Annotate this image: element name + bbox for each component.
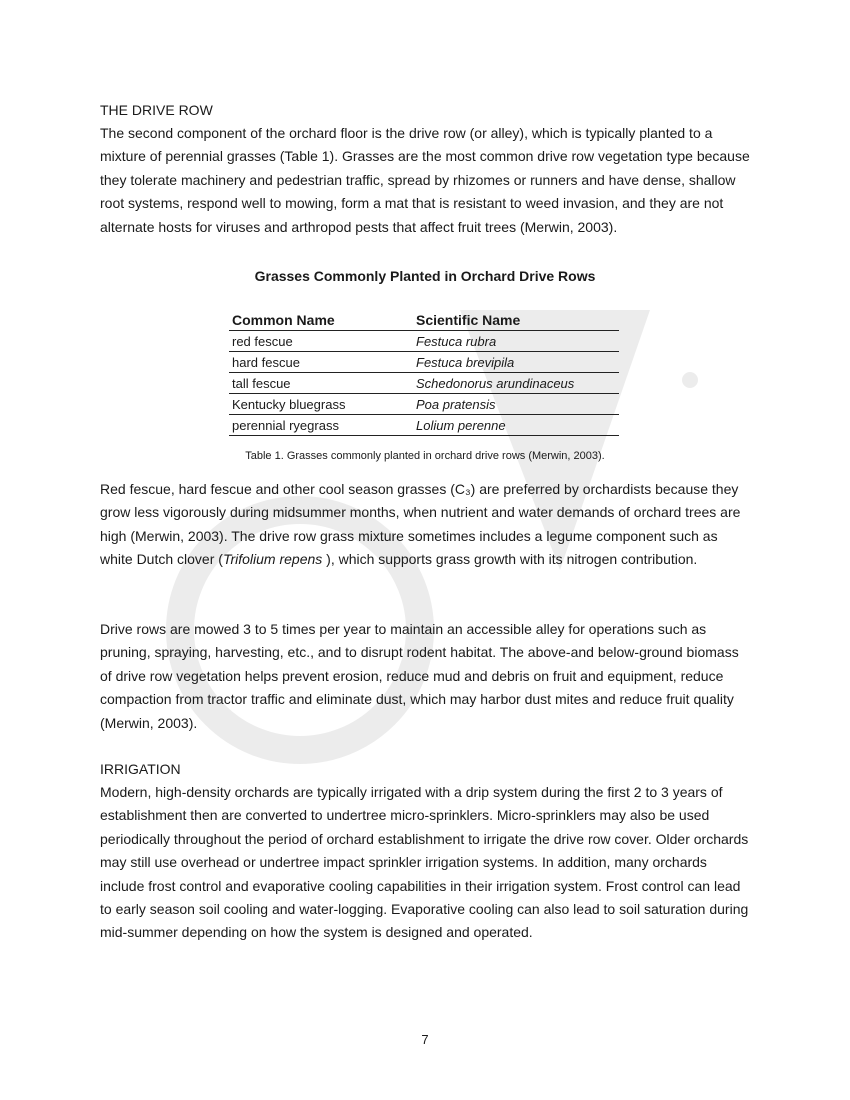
mowing-paragraph: Drive rows are mowed 3 to 5 times per year to maintain an accessible alley for operations such as pruning, spraying, harvesting, etc., and to disrupt rodent habitat. The above-and below-ground biomass of drive row vegetation helps prevent erosion, reduce mud and debris on fruit and equipment, reduce compaction from tractor traffic and eliminate dust, which may harbor dust mites and reduce fruit quality (Merwin, 2003). bbox=[100, 621, 739, 731]
scientific-name-cell: Festuca brevipila bbox=[413, 352, 619, 373]
common-name-cell: red fescue bbox=[229, 331, 413, 352]
scientific-name-cell: Poa pratensis bbox=[413, 394, 619, 415]
header-scientific-name: Scientific Name bbox=[413, 308, 619, 331]
grasses-table bbox=[229, 308, 619, 436]
drive-row-paragraph: The second component of the orchard floor is the drive row (or alley), which is typically planted to a mixture of perennial grasses (Table 1). Grasses are the most common drive row vegetation type because they tolerate machinery and pedestrian traffic, spread by rhizomes or runners and have dense, shallow root systems, respond well to mowing, form a mat that is resistant to weed invasion, and they are not alternate hosts for viruses and arthropod pests that affect fruit trees (Merwin, 2003). bbox=[100, 125, 750, 235]
table-row bbox=[229, 373, 619, 394]
header-common-name: Common Name bbox=[229, 308, 413, 331]
table-title: Grasses Commonly Planted in Orchard Drive Rows bbox=[254, 268, 596, 284]
species-name: Trifolium repens bbox=[222, 551, 323, 568]
cool-season-text-end: ), which supports grass growth with its nitrogen contribution. bbox=[322, 551, 698, 568]
cool-season-paragraph bbox=[100, 478, 750, 572]
common-name-cell: hard fescue bbox=[229, 352, 413, 373]
page-number: 7 bbox=[421, 1032, 429, 1047]
common-name-cell: tall fescue bbox=[229, 373, 413, 394]
common-name-cell: perennial ryegrass bbox=[229, 415, 413, 436]
table-row bbox=[229, 394, 619, 415]
cool-season-text-start: Red fescue, hard fescue and other cool season grasses (C₃) are preferred by orchardists because they grow less vigorously during midsummer months, when nutrient and water demands of orchard trees are high (Merwin, 2003). The drive row grass mixture sometimes includes a legume component such as white Dutch clover ( bbox=[100, 481, 741, 568]
table-caption: Table 1. Grasses commonly planted in orchard drive rows (Merwin, 2003). bbox=[245, 450, 605, 462]
table-row bbox=[229, 352, 619, 373]
scientific-name-cell: Festuca rubra bbox=[413, 331, 619, 352]
irrigation-paragraph: Modern, high-density orchards are typically irrigated with a drip system during the first 2 to 3 years of establishment then are converted to undertree micro-sprinklers. Micro-sprinklers may also be used periodically throughout the period of orchard establishment to irrigate the drive row cover. Older orchards may still use overhead or undertree impact sprinkler irrigation systems. In addition, many orchards include frost control and evaporative cooling capabilities in their irrigation system. Frost control can lead to early season soil cooling and water-logging. Evaporative cooling can also lead to soil saturation during mid-summer depending on how the system is designed and operated. bbox=[100, 784, 749, 941]
table-row bbox=[229, 331, 619, 352]
section-heading-drive-row: THE DRIVE ROW bbox=[100, 102, 213, 118]
section-heading-irrigation: IRRIGATION bbox=[100, 761, 181, 777]
table-row bbox=[229, 415, 619, 436]
scientific-name-cell: Schedonorus arundinaceus bbox=[413, 373, 619, 394]
common-name-cell: Kentucky bluegrass bbox=[229, 394, 413, 415]
scientific-name-cell: Lolium perenne bbox=[413, 415, 619, 436]
table-header-row bbox=[229, 308, 619, 331]
